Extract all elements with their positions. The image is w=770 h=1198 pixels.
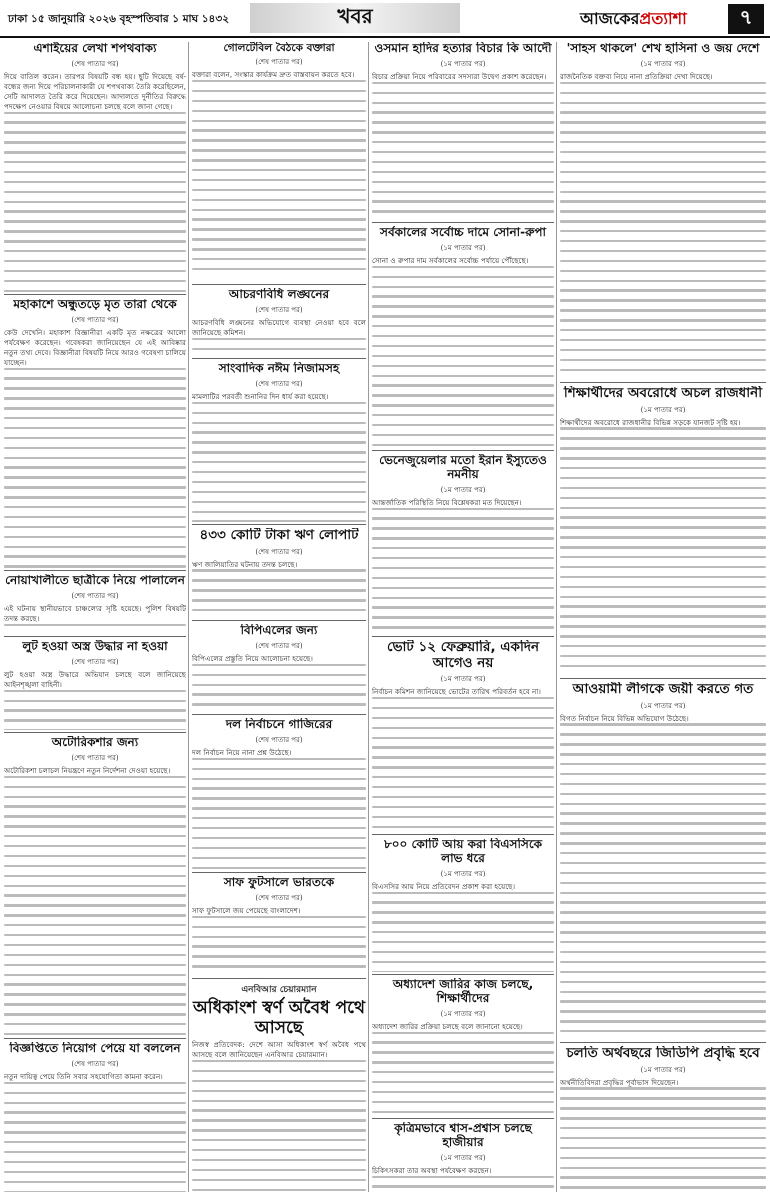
section-rule — [560, 678, 766, 679]
article-text-lines — [4, 368, 186, 568]
article-continued: (শেষ পাতার পর) — [71, 657, 119, 666]
section-rule — [372, 636, 554, 637]
article[interactable] — [192, 362, 366, 522]
article[interactable] — [4, 640, 186, 730]
article-text-lines — [192, 80, 366, 270]
article-text-lines — [4, 690, 186, 730]
article-headline: আচরণবিধি লঙ্ঘনের — [228, 288, 330, 301]
article-body: দিয়ে বাতিল করেন। তারপর বিষয়টি বন্ধ হয়। ছুটি দিয়েছে বর্ষ-বন্ধের জন্য দিয়ে পরিচালনাকারী যে শপথবাক্য তৈরি করেছিলেন, সেটি আদালত তৈরি করে দিয়েছেন। আদালতে দুর্নীতির বিরুদ্ধে পদক্ষেপ নেওয়ার বিষয়ে আলোচনা চলছে বলে জানা গেছে। — [4, 71, 186, 111]
article[interactable] — [192, 624, 366, 712]
article-body: কেউ দেখেনি। মহাকাশ বিজ্ঞানীরা একটি মৃত নক্ষত্রের আলো পর্যবেক্ষণ করেছেন। গবেষকরা জানিয়েছেন যে এই আবিষ্কার নতুন তথ্য দেবে। বিজ্ঞানীরা বিষয়টি নিয়ে আরও গবেষণা চালিয়ে যাচ্ছেন। — [4, 327, 186, 367]
article-headline: সাংবাদিক নঈম নিজামসহ — [218, 362, 340, 375]
column-3 — [372, 42, 554, 1192]
article-headline: সাফ ফুটসালে ভারতকে — [223, 876, 335, 889]
logo-part1: আজকের — [580, 9, 640, 28]
article-text-lines — [192, 758, 366, 869]
article[interactable] — [4, 298, 186, 568]
article-continued: (শেষ পাতার পর) — [255, 641, 303, 650]
article-text-lines — [560, 1087, 766, 1188]
article-headline: বিপিএলের জন্য — [240, 624, 318, 637]
article-continued: (১ম পাতার পর) — [440, 59, 486, 68]
article[interactable] — [192, 528, 366, 618]
article-headline: দল নির্বাচনে গাজিরের — [225, 718, 333, 731]
article-headline: ভোট ১২ ফেব্রুয়ারি, একদিন আগেও নয় — [386, 640, 540, 671]
section-rule — [192, 620, 366, 621]
article-body: বিপিএলের প্রস্তুতি নিয়ে আলোচনা হয়েছে। — [192, 653, 313, 663]
article-continued: (শেষ পাতার পর) — [71, 59, 119, 68]
page-number: ৭ — [728, 4, 764, 34]
issue-date: ঢাকা ১৫ জানুয়ারি ২০২৬ বৃহস্পতিবার ১ মাঘ ১৪৩২ — [8, 13, 230, 25]
article[interactable] — [372, 226, 554, 448]
article-text-lines — [192, 916, 366, 968]
section-rule — [372, 974, 554, 975]
article-body: অটোরিকশা চলাচল নিয়ন্ত্রণে নতুন নির্দেশনা দেওয়া হয়েছে। — [4, 765, 171, 775]
article-body: বিগত নির্বাচন নিয়ে বিভিন্ন অভিযোগ উঠেছে। — [560, 713, 689, 723]
article-body: অর্থনীতিবিদরা প্রবৃদ্ধির পূর্বাভাস দিয়েছেন। — [560, 1077, 679, 1087]
article[interactable] — [560, 682, 766, 1040]
article-headline: গোলটেবিল বৈঠকে বক্তারা — [223, 42, 335, 54]
article[interactable] — [192, 876, 366, 976]
article-body: নিজস্ব প্রতিবেদক: দেশে আসা অধিকাংশ স্বর্ণ অবৈধ পথে আসছে বলে জানিয়েছেন এনবিআর চেয়ারম্যান। — [192, 1040, 366, 1060]
column-divider — [556, 42, 557, 1192]
article-body: ঋণ জালিয়াতির ঘটনায় তদন্ত চলছে। — [192, 559, 298, 569]
article-body: লুট হওয়া অস্ত্র উদ্ধারে অভিযান চলছে বলে জানিয়েছে আইনশৃঙ্খলা বাহিনী। — [4, 669, 186, 689]
section-rule — [4, 732, 186, 733]
article[interactable] — [372, 1122, 554, 1192]
article-text-lines — [192, 569, 366, 611]
article-continued: (শেষ পাতার পর) — [71, 315, 119, 324]
article-body: দল নির্বাচন নিয়ে নানা প্রশ্ন উঠেছে। — [192, 747, 292, 757]
article-continued: (১ম পাতার পর) — [440, 675, 486, 684]
section-rule — [372, 1118, 554, 1119]
article-headline: কৃত্রিমভাবে শ্বাস-প্রশ্বাস চলছে হাজীয়ার — [394, 1122, 532, 1149]
article-continued: (শেষ পাতার পর) — [255, 735, 303, 744]
article[interactable] — [4, 1042, 186, 1192]
article-text-lines — [4, 624, 186, 634]
article-continued: (১ম পাতার পর) — [440, 243, 486, 252]
article[interactable] — [560, 1046, 766, 1192]
article-continued: (১ম পাতার পর) — [440, 1153, 486, 1162]
article-continued: (শেষ পাতার পর) — [71, 591, 119, 600]
section-rule — [4, 636, 186, 637]
masthead — [0, 0, 770, 40]
section-rule — [4, 1038, 186, 1039]
article[interactable] — [372, 838, 554, 972]
article-headline: অটোরিকশার জন্য — [51, 736, 139, 749]
article-text-lines — [560, 82, 766, 371]
article-body: এই ঘটনায় স্থানীয়ভাবে চাঞ্চল্যের সৃষ্টি হয়েছে। পুলিশ বিষয়টি তদন্ত করছে। — [4, 603, 186, 623]
article[interactable] — [372, 42, 554, 220]
article-continued: (শেষ পাতার পর) — [71, 1059, 119, 1068]
article-body: রাজনৈতিক বক্তব্য নিয়ে নানা প্রতিক্রিয়া দেখা দিয়েছে। — [560, 71, 713, 81]
column-1 — [4, 42, 186, 1192]
article-continued: (১ম পাতার পর) — [640, 701, 686, 710]
article[interactable] — [4, 42, 186, 292]
section-title: খবর — [337, 3, 373, 28]
article-continued: (শেষ পাতার পর) — [255, 893, 303, 902]
section-rule — [192, 978, 366, 979]
section-rule — [192, 524, 366, 525]
article-headline: নোয়াখালীতে ছাত্রীকে নিয়ে পালালেন — [5, 574, 185, 587]
article-headline: বিজ্ঞপ্তিতে নিয়োগ পেয়ে যা বললেন — [9, 1042, 181, 1055]
article[interactable] — [372, 454, 554, 634]
section-rule — [560, 382, 766, 383]
article-text-lines — [560, 427, 766, 667]
article-text-lines — [372, 508, 554, 634]
article-body: আচরণবিধি লঙ্ঘনের অভিযোগে ব্যবস্থা নেওয়া হবে বলে জানিয়েছে কমিশন। — [192, 317, 366, 337]
article-continued: (শেষ পাতার পর) — [255, 305, 303, 314]
article-text-lines — [4, 776, 186, 1036]
article-headline: ভেনেজুয়েলার মতো ইরান ইস্যুতেও নমনীয় — [379, 454, 547, 481]
article-text-lines — [372, 697, 554, 832]
article-body: বিচার প্রক্রিয়া নিয়ে পরিবারের সদস্যরা উদ্বেগ প্রকাশ করেছেন। — [372, 71, 547, 81]
article-text-lines — [4, 1082, 186, 1192]
article[interactable] — [372, 978, 554, 1116]
article-continued: (১ম পাতার পর) — [440, 869, 486, 878]
article-continued: (১ম পাতার পর) — [640, 1065, 686, 1074]
article-text-lines — [192, 402, 366, 522]
article-continued: (১ম পাতার পর) — [640, 405, 686, 414]
article[interactable] — [560, 386, 766, 676]
article-continued: (১ম পাতার পর) — [640, 59, 686, 68]
article[interactable] — [4, 574, 186, 634]
article[interactable] — [192, 982, 366, 1192]
section-rule — [560, 1042, 766, 1043]
article-headline: ওসমান হাদির হত্যার বিচার কি আদৌ — [374, 42, 552, 55]
section-rule — [372, 222, 554, 223]
article[interactable] — [192, 288, 366, 356]
article-headline: ৮০০ কোটি আয় করা বিএসসিকে লাভ ধরে — [383, 838, 543, 865]
article-headline: আওয়ামী লীগকে জয়ী করতে গত — [572, 682, 754, 697]
article-text-lines — [372, 266, 554, 446]
article-text-lines — [372, 1176, 554, 1192]
article[interactable] — [192, 718, 366, 870]
logo-part2: প্রত্যাশা — [639, 9, 687, 28]
article-continued: (শেষ পাতার পর) — [71, 753, 119, 762]
article-headline: লুট হওয়া অস্ত্র উদ্ধার না হওয়া — [22, 640, 168, 653]
article-headline: এশাইয়ের লেখা শপথবাক্য — [33, 42, 157, 55]
article-body: নতুন দায়িত্ব পেয়ে তিনি সবার সহযোগিতা কামনা করেন। — [4, 1071, 163, 1081]
article[interactable] — [372, 640, 554, 832]
article-text-lines — [372, 1032, 554, 1116]
article-text-lines — [192, 1060, 366, 1192]
article-text-lines — [4, 112, 186, 292]
header-rule — [0, 36, 770, 38]
article-body: মামলাটির পরবর্তী শুনানির দিন ধার্য করা হয়েছে। — [192, 391, 329, 401]
article[interactable] — [560, 42, 766, 380]
article-text-lines — [372, 82, 554, 220]
article-body: নির্বাচন কমিশন জানিয়েছে ভোটের তারিখ পরিবর্তন হবে না। — [372, 687, 541, 697]
column-divider — [368, 42, 369, 1192]
article-headline: অধিকাংশ স্বর্ণ অবৈধ পথে আসছে — [193, 998, 365, 1038]
article-continued: (১ম পাতার পর) — [440, 1009, 486, 1018]
article-continued: (শেষ পাতার পর) — [255, 547, 303, 556]
article-headline: শিক্ষার্থীদের অবরোধে অচল রাজধানী — [563, 386, 763, 401]
article-continued: (শেষ পাতার পর) — [255, 58, 303, 67]
article-headline: মহাকাশে অন্ধুতড়ে মৃত তারা থেকে — [13, 298, 177, 311]
article-body: সোনা ও রুপার দাম সর্বকালের সর্বোচ্চ পর্যায়ে পৌঁছেছে। — [372, 255, 529, 265]
column-divider — [188, 42, 189, 1192]
article-kicker: এনবিআর চেয়ারম্যান — [241, 985, 317, 995]
section-rule — [4, 570, 186, 571]
section-rule — [192, 284, 366, 285]
article-text-lines — [192, 664, 366, 706]
article-headline: চলতি অর্থবছরে জিডিপি প্রবৃদ্ধি হবে — [566, 1046, 760, 1061]
article-body: বিএসসির আয় নিয়ে প্রতিবেদন প্রকাশ করা হয়েছে। — [372, 881, 516, 891]
newspaper-logo — [580, 6, 687, 33]
article-continued: (১ম পাতার পর) — [440, 485, 486, 494]
article-body: সাফ ফুটসালে জয় পেয়েছে বাংলাদেশ। — [192, 905, 301, 915]
column-4 — [560, 42, 766, 1192]
section-rule — [4, 294, 186, 295]
section-banner — [250, 3, 460, 33]
article-text-lines — [372, 892, 554, 972]
section-rule — [192, 872, 366, 873]
article-body: আন্তর্জাতিক পরিস্থিতি নিয়ে বিশ্লেষকরা মত দিয়েছেন। — [372, 497, 522, 507]
article-body: অধ্যাদেশ জারির প্রক্রিয়া চলছে বলে জানানো হয়েছে। — [372, 1021, 523, 1031]
article-body: শিক্ষার্থীদের অবরোধে রাজধানীর বিভিন্ন সড়কে যানজট সৃষ্টি হয়। — [560, 417, 741, 427]
section-rule — [192, 714, 366, 715]
column-2 — [192, 42, 366, 1192]
article[interactable] — [4, 736, 186, 1036]
section-rule — [192, 358, 366, 359]
article-headline: সর্বকালের সর্বোচ্চ দামে সোনা-রুপা — [380, 226, 546, 239]
article-headline: ৪৩৩ কোটি টাকা ঋণ লোপাট — [199, 528, 359, 543]
article-body: চিকিৎসকরা তার অবস্থা পর্যবেক্ষণ করছেন। — [372, 1165, 492, 1175]
article-text-lines — [192, 338, 366, 356]
article-headline: অধ্যাদেশ জারির কাজ চলছে, শিক্ষার্থীদের — [392, 978, 534, 1005]
article-headline: 'সাহস থাকলে' শেখ হাসিনা ও জয় দেশে — [566, 42, 760, 55]
article[interactable] — [192, 42, 366, 282]
article-body: বক্তারা বলেন, সংস্কার কার্যক্রম দ্রুত বাস্তবায়ন করতে হবে। — [192, 70, 355, 80]
section-rule — [372, 834, 554, 835]
article-continued: (শেষ পাতার পর) — [255, 379, 303, 388]
section-rule — [372, 450, 554, 451]
article-text-lines — [560, 723, 766, 1032]
